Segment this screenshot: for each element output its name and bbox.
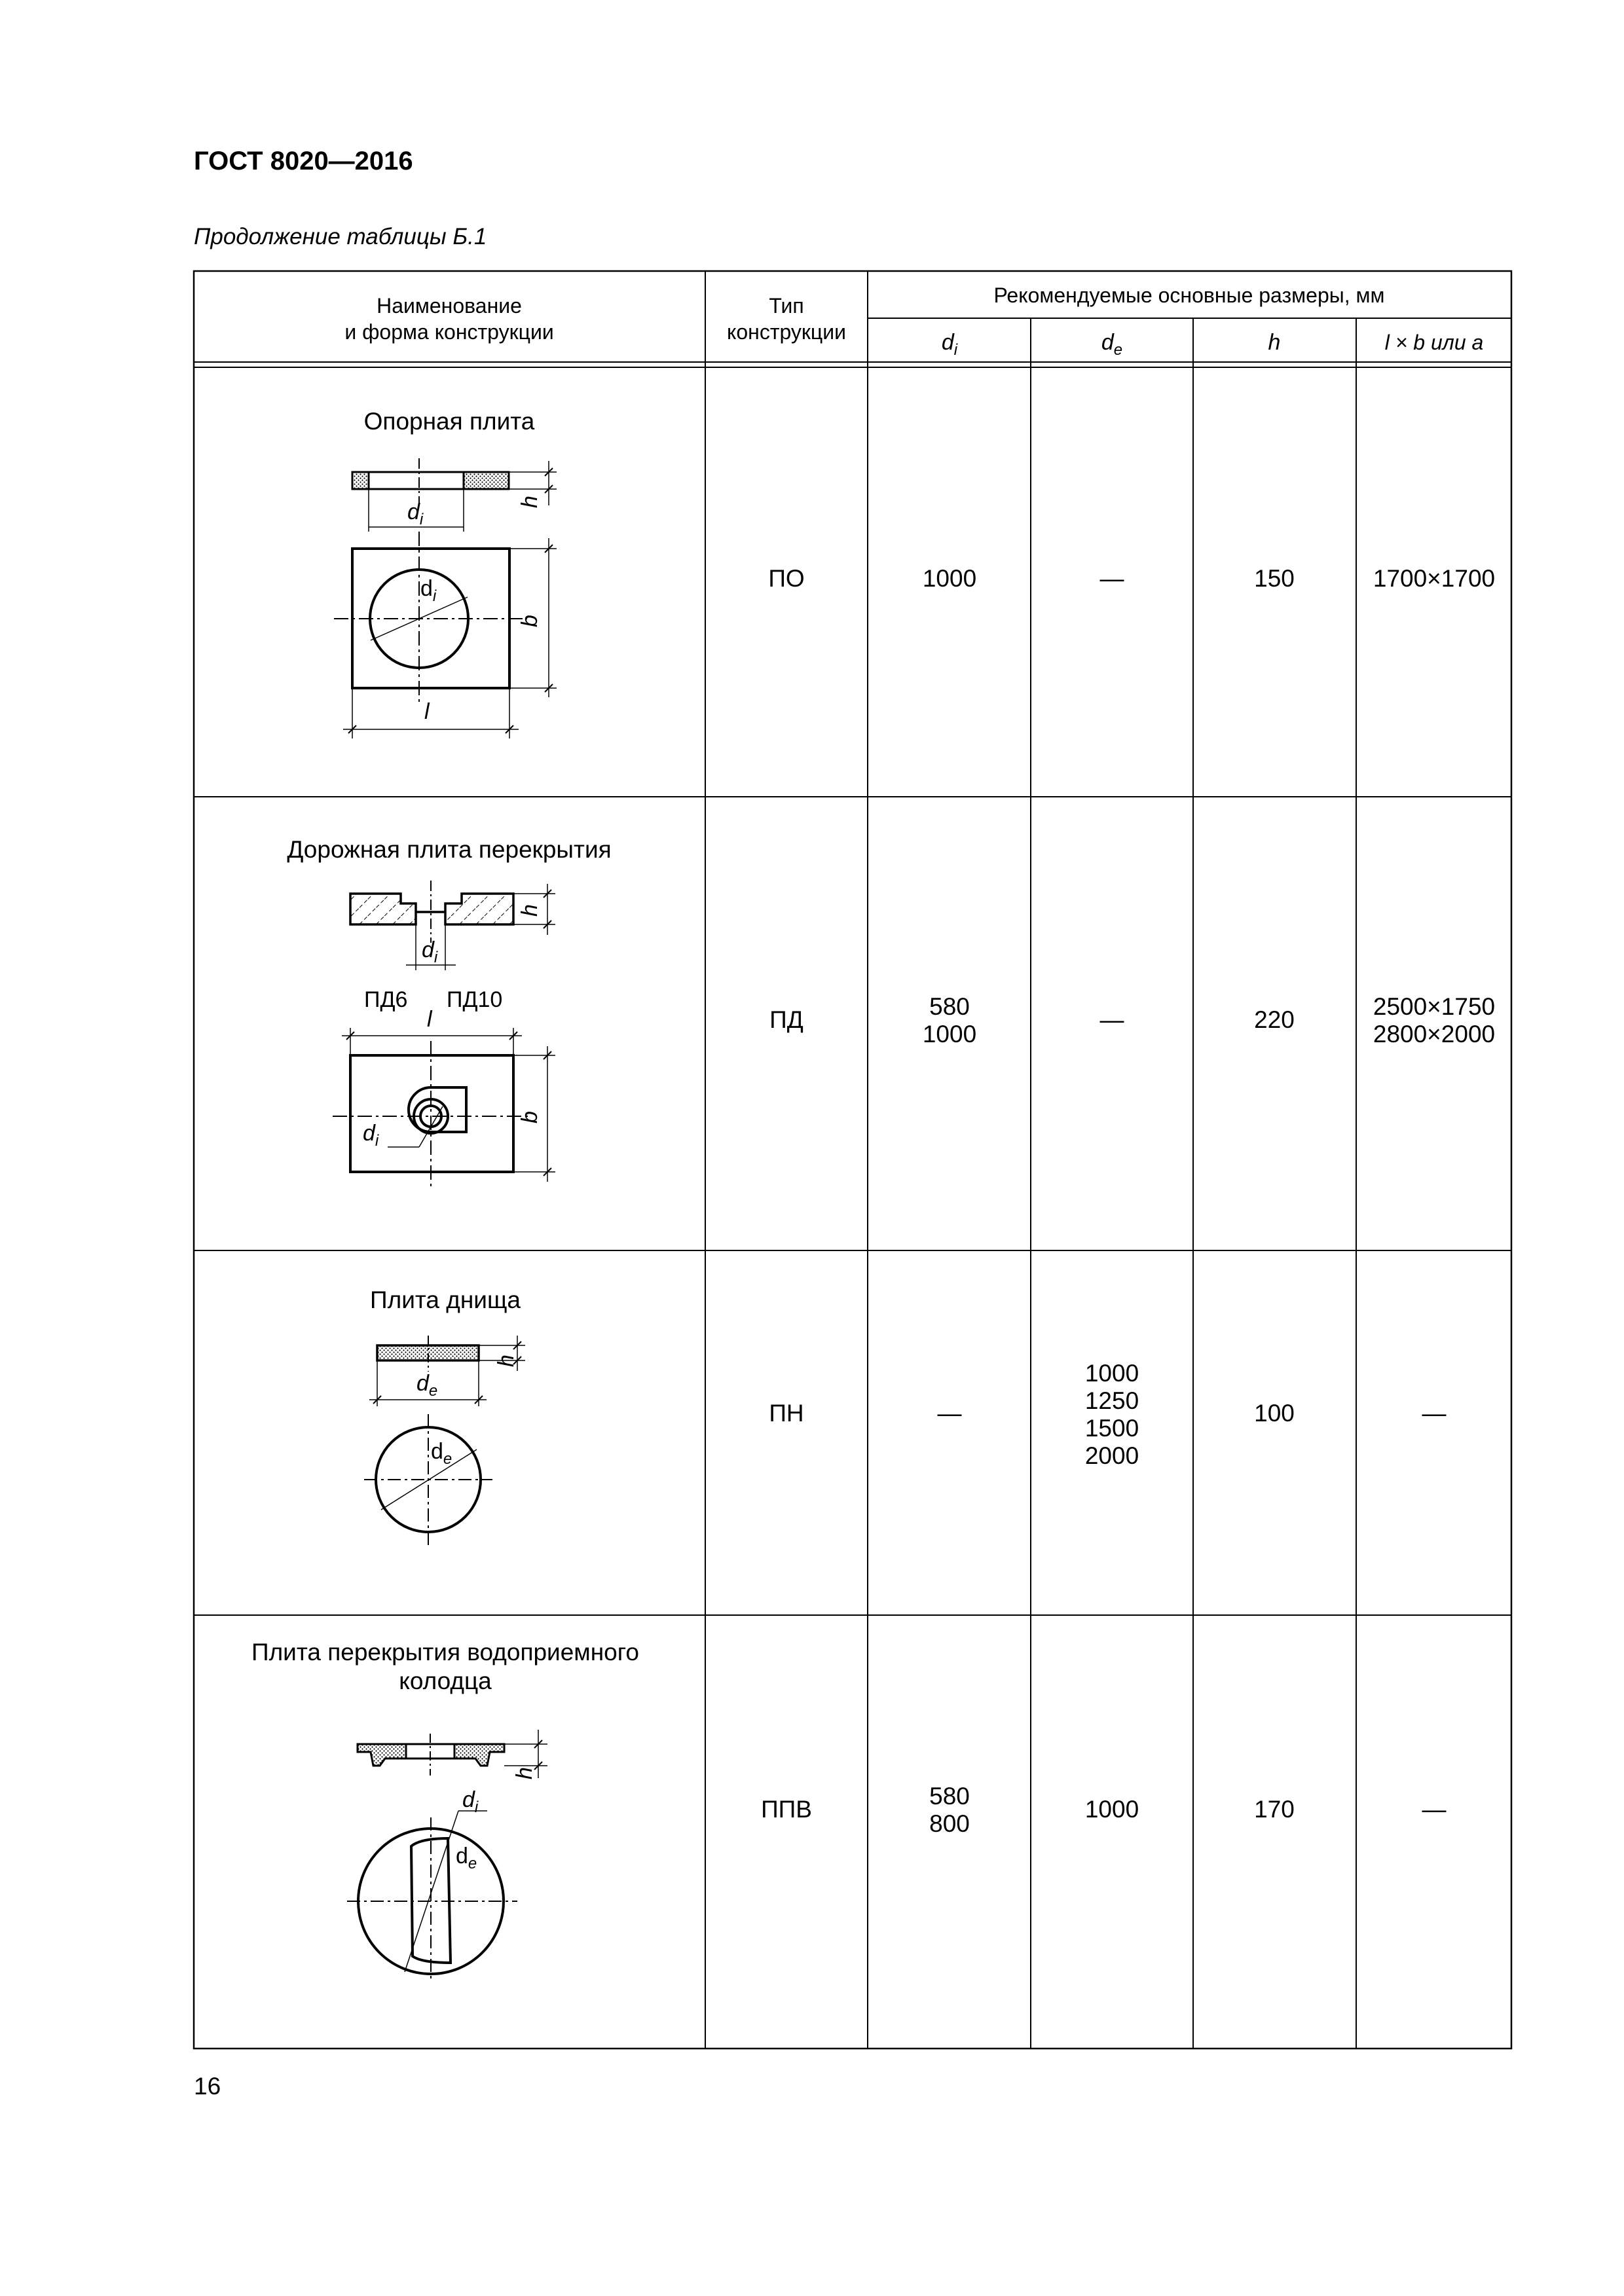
label-di-plan: $d_i$ xyxy=(363,1121,379,1150)
row-type: ПД xyxy=(769,1006,803,1033)
row-type: ПО xyxy=(768,565,805,592)
drawing-road-slab-labels xyxy=(363,904,542,1150)
row-di-line2: 1000 xyxy=(922,1021,977,1048)
label-di: $d_i$ xyxy=(422,938,438,966)
document-number: ГОСТ 8020—2016 xyxy=(194,147,413,175)
label-h: h xyxy=(512,1767,537,1779)
header-type-line2: конструкции xyxy=(727,320,846,344)
label-b: b xyxy=(517,615,542,627)
label-di-circle: $d_i$ xyxy=(420,576,437,605)
label-h: h xyxy=(494,1355,519,1367)
row-de-line2: 1250 xyxy=(1084,1387,1139,1414)
row-de-line1: 1000 xyxy=(1084,1360,1139,1387)
row-h: 220 xyxy=(1254,1006,1295,1033)
header-name-line1: Наименование xyxy=(377,294,522,318)
header-name-line2: и форма конструкции xyxy=(344,320,554,344)
row-name-line1: Плита перекрытия водоприемного xyxy=(251,1639,640,1666)
row-lxb: — xyxy=(1422,1400,1447,1427)
row-di-line1: 580 xyxy=(929,993,970,1020)
label-de-circle: $d_e$ xyxy=(456,1844,477,1872)
label-pd10: ПД10 xyxy=(447,987,503,1012)
row-de: 1000 xyxy=(1084,1796,1139,1823)
header-de: $d_e$ xyxy=(1101,330,1123,359)
row-de-line4: 2000 xyxy=(1084,1442,1139,1469)
row-di: — xyxy=(937,1400,962,1427)
label-b: b xyxy=(517,1111,542,1123)
row-de-line3: 1500 xyxy=(1084,1415,1139,1442)
header-dimensions-group: Рекомендуемые основные размеры, мм xyxy=(993,283,1385,307)
row-h: 150 xyxy=(1254,565,1295,592)
row-lxb-line1: 2500×1750 xyxy=(1373,993,1496,1020)
row-h: 100 xyxy=(1254,1400,1295,1427)
header-h: h xyxy=(1268,330,1281,355)
row-type: ПН xyxy=(769,1400,804,1427)
row-name-line2: колодца xyxy=(399,1667,492,1694)
row-type: ППВ xyxy=(761,1796,812,1823)
row-de: — xyxy=(1099,1006,1124,1033)
label-di: $d_i$ xyxy=(462,1787,479,1816)
label-de: $d_e$ xyxy=(416,1371,438,1400)
row-di-line2: 800 xyxy=(929,1810,970,1837)
row-di-line1: 580 xyxy=(929,1783,970,1810)
header-type-line1: Тип xyxy=(769,294,804,318)
row-name: Плита днища xyxy=(370,1286,521,1313)
drawing-support-plate-labels xyxy=(407,496,542,724)
table-caption: Продолжение таблицы Б.1 xyxy=(194,224,487,249)
table-grid xyxy=(194,271,1511,2049)
table-header xyxy=(344,283,1483,359)
table-row xyxy=(370,1286,1446,1469)
row-lxb: 1700×1700 xyxy=(1373,565,1496,592)
label-h: h xyxy=(517,496,542,508)
row-di: 1000 xyxy=(922,565,977,592)
label-de-circle: $d_e$ xyxy=(431,1439,452,1468)
row-name: Дорожная плита перекрытия xyxy=(287,836,612,863)
row-lxb: — xyxy=(1422,1796,1447,1823)
header-lxb: l × b или a xyxy=(1384,331,1484,354)
row-h: 170 xyxy=(1254,1796,1295,1823)
label-di: $d_i$ xyxy=(407,500,424,528)
label-pd6: ПД6 xyxy=(364,987,408,1012)
drawing-bottom-slab-labels xyxy=(416,1355,519,1468)
label-l: l xyxy=(427,1007,432,1032)
header-di: $d_i$ xyxy=(941,330,958,359)
label-l: l xyxy=(424,699,430,724)
label-h: h xyxy=(517,904,542,917)
row-name: Опорная плита xyxy=(363,408,535,435)
row-de: — xyxy=(1099,565,1124,592)
page-number: 16 xyxy=(194,2073,221,2100)
table-row xyxy=(287,836,1495,1048)
drawing-inlet-well-slab-labels xyxy=(456,1767,537,1872)
row-lxb-line2: 2800×2000 xyxy=(1373,1021,1496,1048)
